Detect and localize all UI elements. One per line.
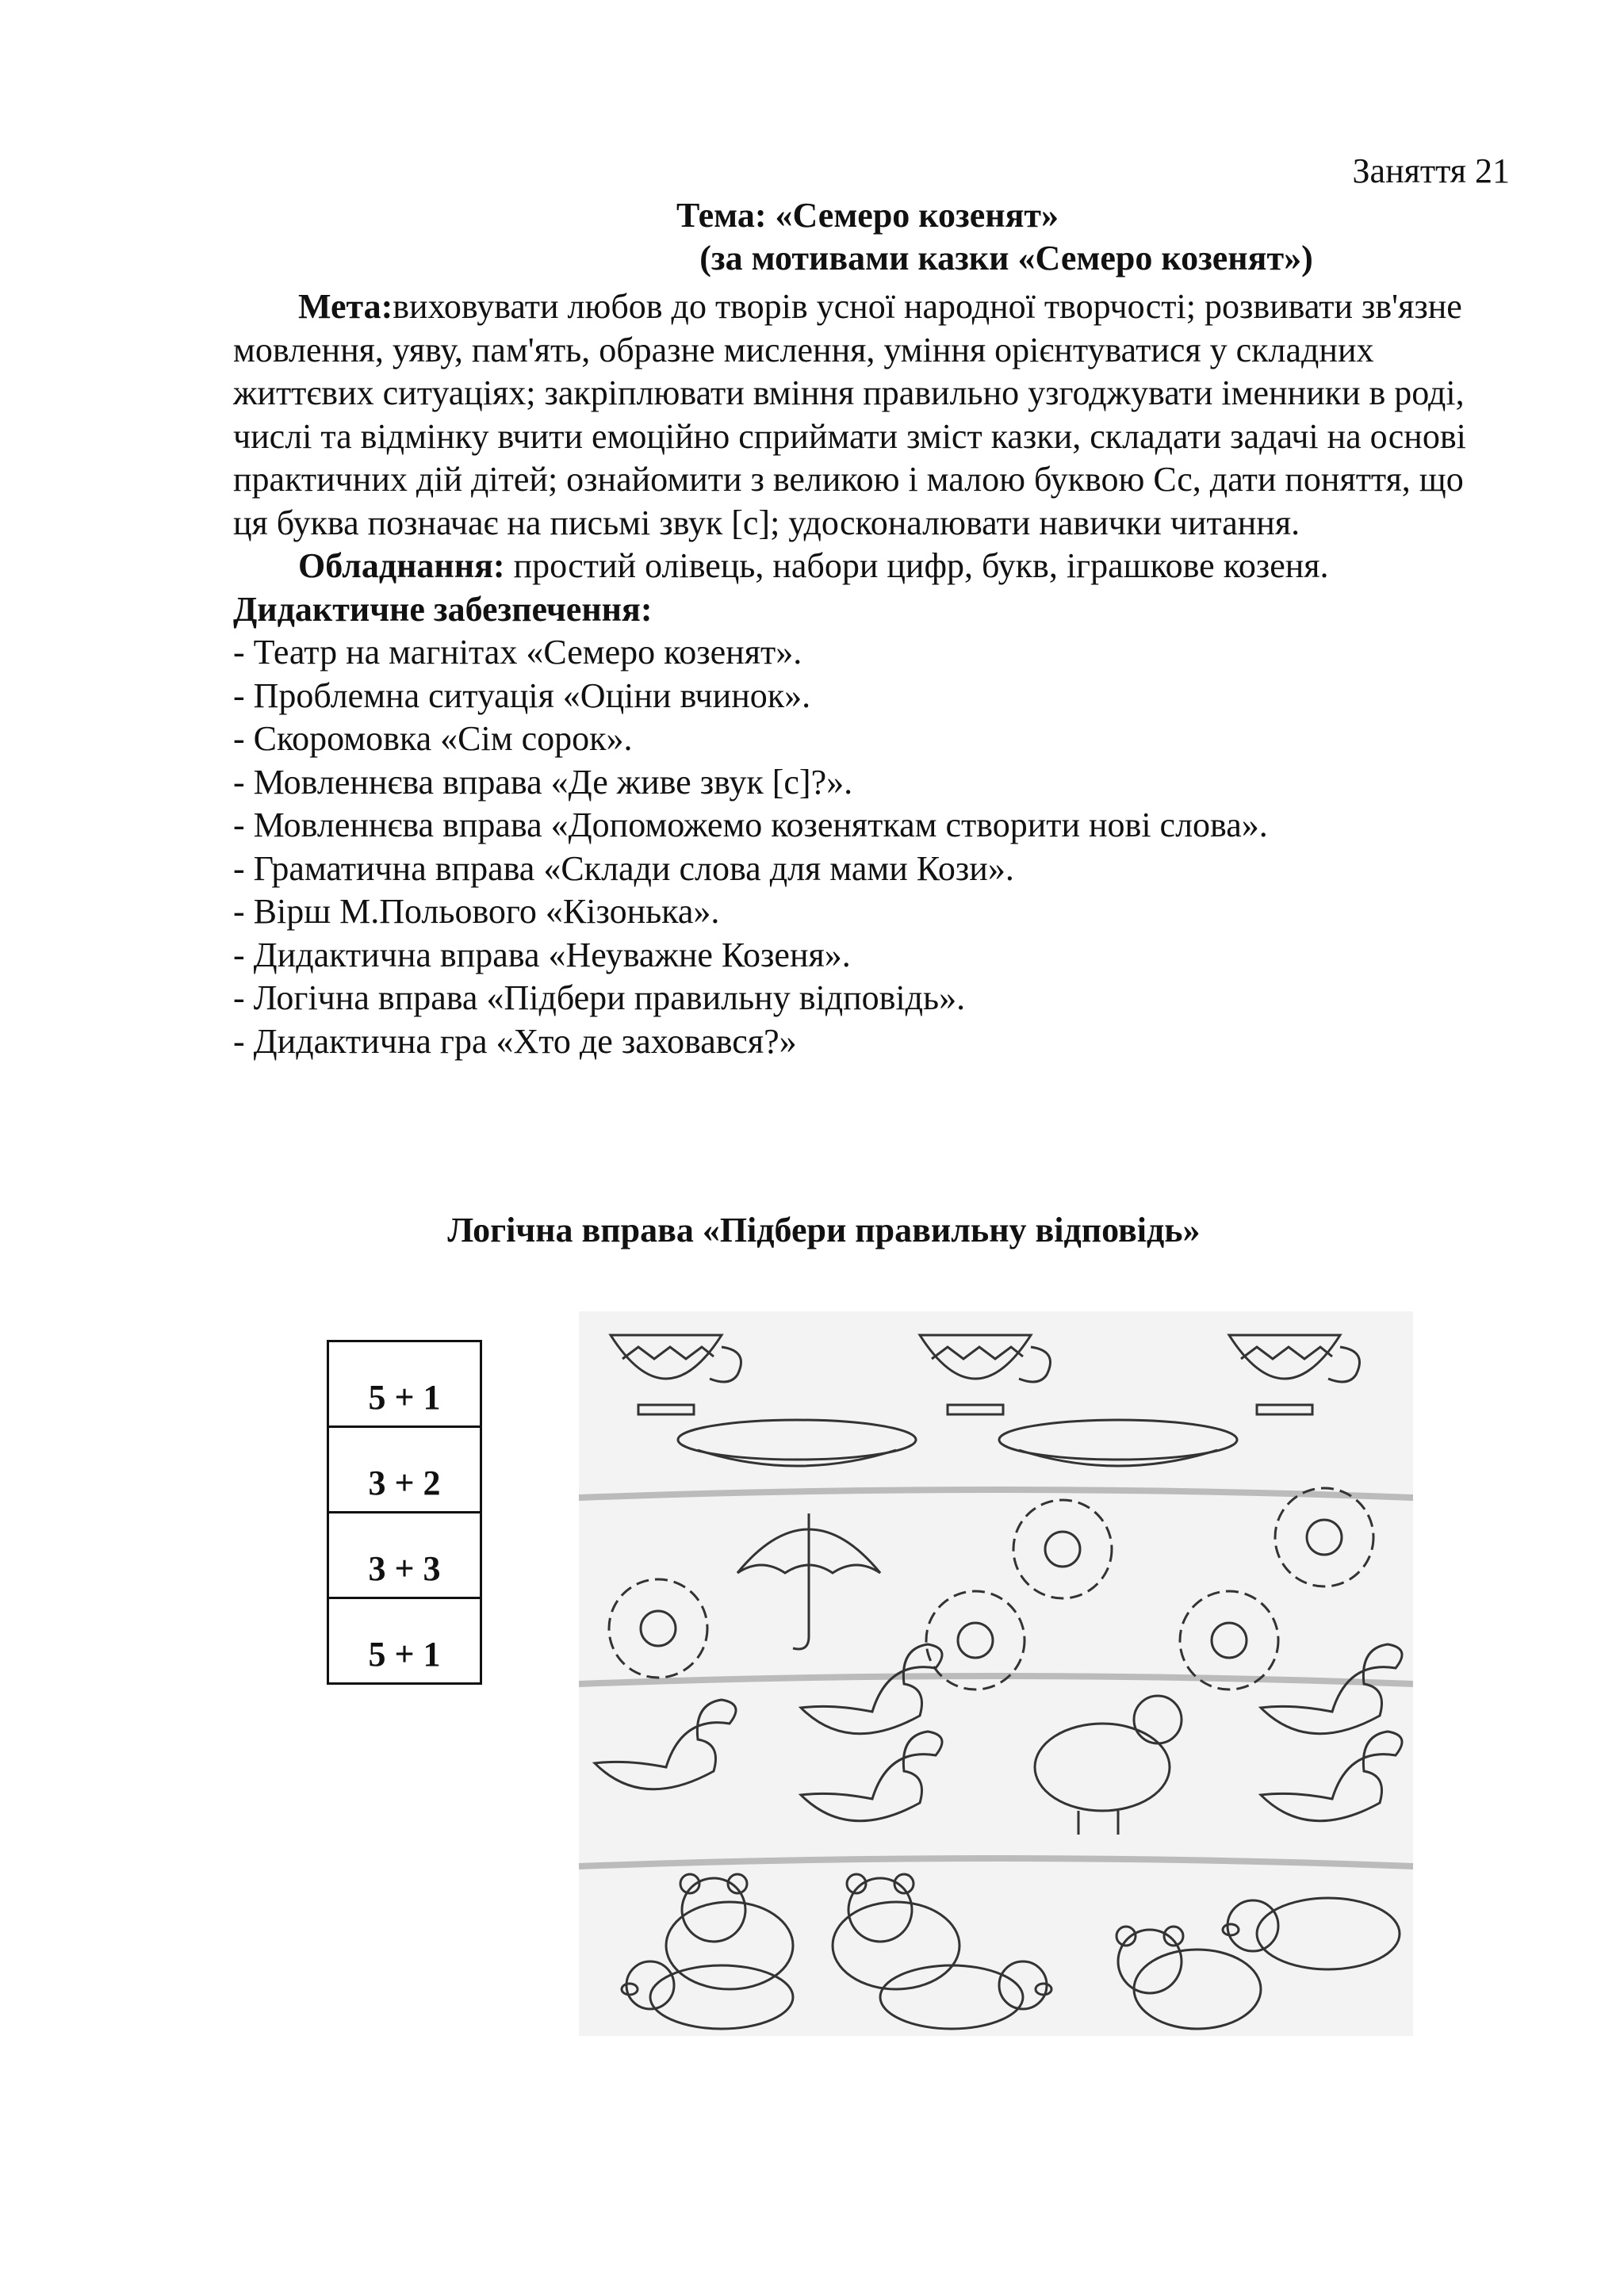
duck-icon [1261, 1644, 1402, 1734]
equipment-paragraph [233, 545, 1486, 588]
duck-icon [1261, 1732, 1402, 1821]
exercise-title: Логічна вправа «Підбери правильну відповідь» [447, 1211, 1201, 1249]
list-item: - Дидактична вправа «Неуважне Козеня». [233, 935, 851, 974]
sum-cell: 5 + 1 [328, 1598, 481, 1684]
sum-cell: 5 + 1 [328, 1341, 481, 1427]
flower-icon [1275, 1488, 1373, 1586]
list-item: - Мовленнєва вправа «Де живе звук [с]?». [233, 762, 853, 802]
counting-picture [579, 1311, 1413, 2036]
chick-icon [1035, 1696, 1182, 1835]
list-item: - Дидактична гра «Хто де заховався?» [233, 1021, 797, 1061]
row-divider [579, 1858, 1413, 1866]
lesson-number: Заняття 21 [1352, 151, 1510, 190]
plate-icon [999, 1420, 1237, 1466]
sums-table [327, 1340, 482, 1685]
lesson-body [233, 285, 1486, 1063]
sum-cell: 3 + 2 [328, 1427, 481, 1513]
bear-icon [1116, 1927, 1261, 2029]
didactic-list [233, 631, 1486, 1063]
flower-icon [1180, 1591, 1278, 1689]
goal-text: виховувати любов до творів усної народної творчості; розвивати зв'язне мовлення, уяву, пам'ять, образне мислення, уміння орієнтуватися у складних життєвих ситуаціях; закріплювати вміння правильно узгоджувати іменники в роді, числі та відмінку вчити емоційно сприймати зміст казки, складати задачі на основі практичних дій дітей; ознайомити з великою і малою буквою Сс, дати поняття, що ця буква позначає на письмі звук [с]; удосконалювати навички читання. [233, 287, 1466, 542]
list-item: - Проблемна ситуація «Оціни вчинок». [233, 675, 811, 715]
duck-icon [801, 1732, 942, 1821]
pig-icon [622, 1961, 793, 2029]
row-divider [579, 1490, 1413, 1498]
pig-icon [1223, 1898, 1400, 1969]
bear-icon [666, 1874, 793, 1989]
duck-icon [801, 1644, 942, 1734]
duck-icon [595, 1700, 736, 1789]
pig-icon [880, 1961, 1051, 2029]
topic-title: Тема: «Семеро козенят» [676, 196, 1059, 235]
didactic-heading: Дидактичне забезпечення: [233, 589, 653, 629]
plate-icon [678, 1420, 916, 1466]
cup-icon [611, 1335, 741, 1414]
list-item: - Граматична вправа «Склади слова для мами Кози». [233, 848, 1014, 888]
sum-cell: 3 + 3 [328, 1513, 481, 1598]
flower-icon [1013, 1500, 1112, 1598]
flower-icon [609, 1579, 707, 1678]
goal-label: Мета: [298, 287, 393, 326]
bear-icon [833, 1874, 959, 1989]
equipment-text: простий олівець, набори цифр, букв, іграшкове козеня. [504, 546, 1329, 585]
row-divider [579, 1676, 1413, 1684]
list-item: - Логічна вправа «Підбери правильну відповідь». [233, 978, 966, 1017]
cup-icon [920, 1335, 1051, 1414]
umbrella-icon [737, 1513, 880, 1649]
list-item: - Театр на магнітах «Семеро козенят». [233, 633, 802, 672]
cup-icon [1229, 1335, 1360, 1414]
list-item: - Мовленнєва вправа «Допоможемо козеняткам створити нові слова». [233, 806, 1268, 844]
list-item: - Скоромовка «Сім сорок». [233, 719, 633, 758]
equipment-label: Обладнання: [298, 546, 505, 585]
goal-paragraph [233, 285, 1486, 545]
topic-subtitle: (за мотивами казки «Семеро козенят») [699, 239, 1313, 277]
list-item: - Вірш М.Польового «Кізонька». [233, 892, 720, 931]
